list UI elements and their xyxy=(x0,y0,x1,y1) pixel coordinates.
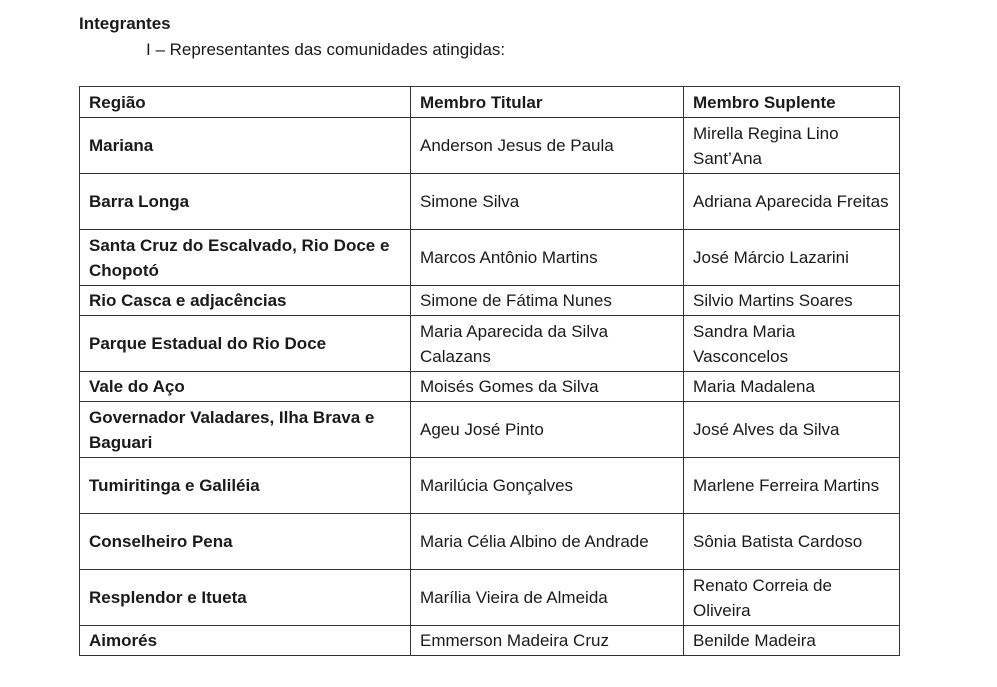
suplente-cell: Adriana Aparecida Freitas xyxy=(684,174,900,230)
region-cell: Aimorés xyxy=(80,626,411,656)
suplente-cell: Mirella Regina Lino Sant’Ana xyxy=(684,118,900,174)
suplente-cell: Renato Correia de Oliveira xyxy=(684,570,900,626)
region-cell: Barra Longa xyxy=(80,174,411,230)
header-region: Região xyxy=(80,87,411,118)
titular-cell: Simone Silva xyxy=(411,174,684,230)
titular-cell: Maria Célia Albino de Andrade xyxy=(411,514,684,570)
suplente-cell: Sandra Maria Vasconcelos xyxy=(684,316,900,372)
titular-cell: Marília Vieira de Almeida xyxy=(411,570,684,626)
header-suplente: Membro Suplente xyxy=(684,87,900,118)
region-cell: Vale do Aço xyxy=(80,372,411,402)
suplente-cell: Marlene Ferreira Martins xyxy=(684,458,900,514)
table-row xyxy=(80,402,900,458)
suplente-cell: José Alves da Silva xyxy=(684,402,900,458)
suplente-cell: Maria Madalena xyxy=(684,372,900,402)
suplente-cell: José Márcio Lazarini xyxy=(684,230,900,286)
table-row xyxy=(80,118,900,174)
titular-cell: Maria Aparecida da Silva Calazans xyxy=(411,316,684,372)
region-cell: Tumiritinga e Galiléia xyxy=(80,458,411,514)
region-cell: Santa Cruz do Escalvado, Rio Doce e Chopotó xyxy=(80,230,411,286)
table-row xyxy=(80,570,900,626)
titular-cell: Marilúcia Gonçalves xyxy=(411,458,684,514)
titular-cell: Marcos Antônio Martins xyxy=(411,230,684,286)
table-row xyxy=(80,174,900,230)
representatives-table xyxy=(79,86,900,656)
table-row xyxy=(80,286,900,316)
table-row xyxy=(80,230,900,286)
region-cell: Resplendor e Itueta xyxy=(80,570,411,626)
suplente-cell: Benilde Madeira xyxy=(684,626,900,656)
titular-cell: Ageu José Pinto xyxy=(411,402,684,458)
region-cell: Mariana xyxy=(80,118,411,174)
suplente-cell: Silvio Martins Soares xyxy=(684,286,900,316)
titular-cell: Anderson Jesus de Paula xyxy=(411,118,684,174)
titular-cell: Moisés Gomes da Silva xyxy=(411,372,684,402)
region-cell: Governador Valadares, Ilha Brava e Baguari xyxy=(80,402,411,458)
region-cell: Parque Estadual do Rio Doce xyxy=(80,316,411,372)
table-row xyxy=(80,316,900,372)
titular-cell: Simone de Fátima Nunes xyxy=(411,286,684,316)
section-heading: Integrantes xyxy=(79,14,171,33)
table-header-row xyxy=(80,87,900,118)
titular-cell: Emmerson Madeira Cruz xyxy=(411,626,684,656)
suplente-cell: Sônia Batista Cardoso xyxy=(684,514,900,570)
section-subheading: I – Representantes das comunidades atingidas: xyxy=(146,40,506,59)
table-row xyxy=(80,626,900,656)
header-titular: Membro Titular xyxy=(411,87,684,118)
table-row xyxy=(80,458,900,514)
region-cell: Rio Casca e adjacências xyxy=(80,286,411,316)
table-row xyxy=(80,514,900,570)
region-cell: Conselheiro Pena xyxy=(80,514,411,570)
table-row xyxy=(80,372,900,402)
